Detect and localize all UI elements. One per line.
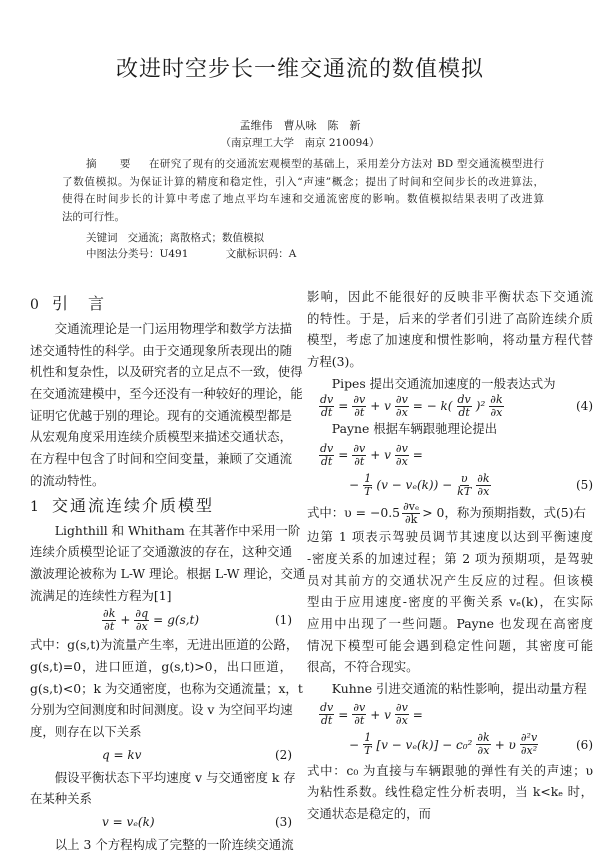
fraction bbox=[319, 394, 334, 419]
text-line: 在某种关系 bbox=[30, 791, 92, 807]
denominator: dt bbox=[320, 714, 333, 728]
denominator: ∂t bbox=[104, 619, 115, 633]
equation bbox=[307, 394, 593, 418]
fraction bbox=[476, 732, 490, 757]
math-text: = − k( bbox=[412, 399, 453, 414]
fraction bbox=[352, 394, 366, 419]
equation-number: (4) bbox=[576, 399, 593, 414]
equation-row bbox=[30, 743, 292, 767]
abstract-line: 法的可行性。 bbox=[62, 210, 125, 223]
math-text: (v − vₑ(k)) − bbox=[376, 478, 453, 493]
math-text: [v − vₑ(k)] − c₀² bbox=[376, 737, 473, 752]
text-line: 交通流理论是一门运用物理学和数学方法描 bbox=[54, 321, 292, 336]
equation-number: (3) bbox=[275, 815, 292, 830]
fraction bbox=[363, 473, 372, 498]
math-text: + v bbox=[370, 399, 391, 414]
math-text: v = vₑ(k) bbox=[102, 815, 155, 830]
paper-title: 改进时空步长一维交通流的数值模拟 bbox=[115, 57, 484, 82]
text-line: Pipes 提出交通流加速度的一般表达式为 bbox=[331, 375, 556, 391]
numerator: υ bbox=[460, 471, 468, 485]
text-line: 述交通特性的科学。由于交通现象所表现出的随 bbox=[30, 342, 292, 358]
fraction bbox=[363, 732, 372, 757]
authors: 孟维伟 曹从咏 陈 新 bbox=[239, 119, 361, 132]
fraction bbox=[457, 394, 472, 419]
text-line: g(s,t)=0，进口匝道，g(s,t)>0，出口匝道， bbox=[30, 658, 292, 674]
fraction bbox=[319, 443, 334, 468]
section-heading bbox=[30, 290, 292, 318]
fraction bbox=[395, 394, 409, 419]
fraction bbox=[134, 608, 149, 633]
math-text: = bbox=[412, 448, 423, 463]
equation bbox=[307, 700, 593, 760]
abstract-line bbox=[62, 156, 544, 174]
math-text: + υ bbox=[494, 737, 516, 752]
clc-label: 中图法分类号： bbox=[86, 248, 160, 260]
text-line: 模型，考虑了加速度和惯性影响，将动量方程代替 bbox=[307, 332, 593, 348]
keywords bbox=[86, 230, 264, 245]
fraction bbox=[319, 702, 334, 727]
text-line bbox=[307, 500, 593, 526]
text-line: -密度关系的加速过程；第 2 项为预期项，是驾驶 bbox=[307, 550, 593, 566]
text-line: 假设平衡状态下平均速度 v 与交通密度 k 存 bbox=[54, 769, 296, 785]
math-text: − bbox=[349, 478, 360, 493]
abstract-line: 使得在时间步长的计算中考虑了地点平均车速和交通流密度的影响。数值模拟结果表明了改进算 bbox=[62, 193, 544, 205]
equation-row bbox=[30, 810, 292, 834]
text-line: 在方程中包含了时间和空间变量，兼顾了交通流 bbox=[30, 451, 292, 467]
denominator: ∂x bbox=[490, 405, 503, 419]
numerator: ∂v bbox=[353, 701, 366, 715]
denominator: T bbox=[364, 484, 372, 498]
numerator: 1 bbox=[364, 471, 372, 485]
equation-row bbox=[307, 470, 593, 500]
fraction bbox=[352, 443, 366, 468]
keywords-label: 关键词 bbox=[86, 232, 118, 244]
text-line: 的流动特性。 bbox=[30, 472, 105, 488]
denominator: ∂x bbox=[395, 714, 408, 728]
fraction bbox=[395, 443, 409, 468]
fraction bbox=[102, 608, 116, 633]
equation-number: (5) bbox=[576, 478, 593, 493]
text-line: 影响，因此不能很好的反映非平衡状态下交通流 bbox=[307, 289, 593, 304]
abstract-line: 了数值模拟。为保证计算的精度和稳定性，引入“声速”概念；提出了时间和空间步长的改进算法， bbox=[62, 175, 544, 188]
text-line: 证明它优越于别的理论。现有的交通流模型都是 bbox=[30, 407, 292, 423]
text-line: 流满足的连续性方程为[1] bbox=[30, 587, 172, 603]
abstract-label: 摘 要 bbox=[86, 158, 137, 170]
text-line: 应用中出现了一些问题。Payne 也发现在高密度 bbox=[307, 615, 593, 631]
text-line: 式中：g(s,t)为流量产生率，无进出匝道的公路， bbox=[30, 637, 299, 653]
math-text: = bbox=[412, 707, 423, 722]
text-line: 度，则存在以下关系 bbox=[30, 724, 142, 739]
fraction bbox=[352, 702, 366, 727]
abstract-text: 在研究了现有的交通流宏观模型的基础上，采用差分方法对 BD 型交通流模型进行 bbox=[148, 158, 545, 170]
fraction bbox=[489, 394, 503, 419]
text-line: 的特性。于是，后来的学者们引进了高阶连续介质 bbox=[307, 310, 593, 326]
numerator: ∂v bbox=[395, 441, 408, 455]
math-text: + bbox=[120, 613, 131, 628]
section-heading bbox=[30, 492, 292, 520]
text-line: 交通状态是稳定的，而 bbox=[307, 806, 431, 821]
denominator: ∂x bbox=[395, 454, 408, 468]
math-text: )² bbox=[475, 399, 486, 414]
fraction bbox=[520, 732, 538, 757]
numerator: ∂v bbox=[395, 392, 408, 406]
denominator: dt bbox=[458, 405, 470, 419]
denominator: ∂x bbox=[477, 744, 490, 758]
text-line: 连续介质模型论证了交通激波的存在，这种交通 bbox=[30, 544, 292, 560]
equation-row bbox=[307, 700, 593, 730]
section-number: 0 bbox=[30, 297, 39, 313]
left-column bbox=[30, 290, 306, 856]
text-line: 方程(3)。 bbox=[307, 354, 362, 370]
numerator: ∂²v bbox=[520, 731, 538, 745]
section-title: 交通流连续介质模型 bbox=[52, 495, 215, 515]
equation-number: (1) bbox=[275, 613, 292, 628]
denominator: T bbox=[364, 744, 372, 758]
denominator: ∂x² bbox=[520, 744, 538, 758]
math-text: = bbox=[153, 613, 164, 628]
numerator: dv bbox=[320, 701, 334, 715]
text-line: 很高，不符合现实。 bbox=[307, 659, 419, 675]
denominator: kT bbox=[457, 484, 472, 498]
classification bbox=[86, 246, 296, 261]
fraction bbox=[395, 702, 409, 727]
text-line: 以上 3 个方程构成了完整的一阶连续交通流 bbox=[54, 837, 294, 853]
text-line: 型由于应用速度-密度的平衡关系 vₑ(k)，在实际 bbox=[307, 594, 593, 610]
math-text: = bbox=[338, 399, 349, 414]
denominator: ∂t bbox=[354, 405, 365, 419]
text-line: 机性和复杂性，以及研究者的立足点不一致，使得 bbox=[30, 364, 303, 380]
equation bbox=[30, 743, 292, 767]
text-line: g(s,t)<0；k 为交通密度，也称为交通流量；x，t bbox=[30, 680, 303, 696]
equation-row bbox=[30, 606, 292, 634]
text-line: 为粘性系数。线性稳定性分析表明，当 k<kₑ 时， bbox=[307, 784, 593, 800]
denominator: ∂t bbox=[354, 454, 365, 468]
text-line: 边第 1 项表示驾驶员调节其速度以达到平衡速度 bbox=[307, 529, 593, 545]
abstract bbox=[62, 156, 544, 226]
denominator: ∂x bbox=[477, 484, 490, 498]
math-text: = bbox=[338, 707, 349, 722]
fraction bbox=[456, 473, 472, 498]
denominator: dt bbox=[320, 405, 333, 419]
text-line: 员对其前方的交通状况产生反应的过程。但该模 bbox=[307, 572, 593, 588]
math-text: g(s,t) bbox=[167, 613, 200, 628]
equation bbox=[30, 810, 292, 834]
text-line: 情况下模型可能会遇到稳定性问题，其密度可能 bbox=[307, 637, 593, 653]
equation-row bbox=[307, 730, 593, 760]
numerator: ∂v bbox=[353, 392, 366, 406]
fraction bbox=[476, 473, 490, 498]
doc-code-value: A bbox=[288, 248, 297, 260]
numerator: ∂k bbox=[490, 392, 503, 406]
equation-number: (6) bbox=[576, 737, 593, 752]
equation bbox=[30, 606, 292, 634]
text-line: 从宏观角度采用连续介质模型来描述交通状态， bbox=[30, 429, 292, 445]
math-text: + v bbox=[370, 707, 391, 722]
text-line: 式中：c₀ 为直接与车辆跟驰的弹性有关的声速；υ bbox=[307, 762, 593, 778]
text-line: 激波理论被称为 L-W 理论。根据 L-W 理论，交通 bbox=[30, 565, 306, 581]
math-text: = bbox=[338, 448, 349, 463]
equation-number: (2) bbox=[275, 747, 292, 762]
math-text: > 0，称为预期指数，式(5)右 bbox=[422, 505, 586, 521]
text-line: 分别为空间测度和时间测度。设 v 为空间平均速 bbox=[30, 702, 293, 718]
equation bbox=[307, 440, 593, 500]
math-text: q = kv bbox=[102, 747, 142, 762]
math-text: + v bbox=[370, 448, 391, 463]
equation-row bbox=[307, 394, 593, 418]
equation-row bbox=[307, 440, 593, 470]
fraction bbox=[402, 501, 420, 526]
numerator: ∂v bbox=[395, 701, 408, 715]
numerator: dv bbox=[320, 392, 334, 406]
numerator: ∂v bbox=[353, 441, 366, 455]
text-line: Payne 根据车辆跟驰理论提出 bbox=[331, 421, 498, 437]
denominator: ∂t bbox=[354, 714, 365, 728]
math-text: − bbox=[349, 737, 360, 752]
doc-code-label: 文献标识码： bbox=[225, 248, 289, 260]
text-line: 在交通流建模中，至今还没有一种较好的理论，能 bbox=[30, 386, 303, 402]
numerator: dv bbox=[457, 392, 471, 406]
section-number: 1 bbox=[30, 498, 39, 515]
numerator: ∂k bbox=[477, 471, 490, 485]
denominator: dt bbox=[320, 454, 333, 468]
denominator: ∂x bbox=[395, 405, 408, 419]
numerator: ∂q bbox=[135, 606, 149, 620]
clc-value: U491 bbox=[159, 248, 189, 260]
numerator: ∂vₑ bbox=[403, 499, 420, 513]
denominator: ∂x bbox=[135, 619, 148, 633]
keywords-text: 交通流；离散格式；数值模拟 bbox=[127, 232, 264, 244]
text-line: Lighthill 和 Whitham 在其著作中采用一阶 bbox=[54, 522, 301, 538]
numerator: ∂k bbox=[477, 731, 490, 745]
right-column bbox=[307, 286, 593, 825]
denominator: ∂k bbox=[404, 512, 418, 526]
section-title: 引 言 bbox=[52, 294, 107, 313]
affiliation: （南京理工大学 南京 210094） bbox=[220, 137, 380, 149]
text-line: Kuhne 引进交通流的粘性影响，提出动量方程 bbox=[331, 680, 587, 696]
numerator: dv bbox=[320, 441, 334, 455]
numerator: 1 bbox=[364, 731, 372, 745]
math-text: 式中：υ = −0.5 bbox=[307, 505, 401, 521]
numerator: ∂k bbox=[103, 606, 116, 620]
